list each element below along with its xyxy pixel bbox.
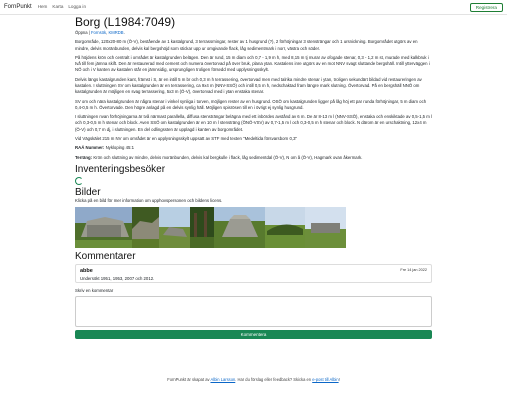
comments-heading: Kommentarer [75,250,136,262]
footer-text: . Har du förslag eller feedback? Skicka en [235,377,313,382]
description-paragraph: Delvis längs kastalgrunden kant, främst i S, är en intill 5 m br och 0,3 m h terrassering, övertorvad men med talrika mindre stenar i ytan, troligen sekundärt bildad vid restaureringen av kastalen. I sluttningen SV om kastalgrunden är en terrassering, ca 9x4 m (NNV-SSÖ) och intill 0,5 m h, nedschaktad fram längre mark slutning. Övertorvad. På en bergshäll NNÖ om kastalgrunden är möjligen en svag terrassering, 5x3 m (Ö-V), övertorvad med i ytan enstaka stenar. [75,76,422,95]
description-paragraph: I sluttningen nvan förhöjningarna är två närmast parallella, diffusa stensträngar belägna med ett inbördes avstånd av 6 m. De är 8-13 m l (NNV-SSÖ), enstaka och enskiktade av 0,5-1,5 m l och 0,3-0,5 m h stenar och block. Aven SSÖ om kastalgrunden är en 10 m l stensträng (ÖNÖ-VSV) av 0,7-1,5 m l och 0,3-0,5 m h stenar och block. N därom är en urschaktning, 12x4 m (Ö-V) och 0,7 m dj, i sluttningen. En del odlingssten är upplagd i kanten av borgområdet. [75,114,432,132]
breadcrumb [75,30,432,36]
nav-link-login[interactable]: Logga in [68,3,87,9]
main-content [75,16,432,339]
page-title: Borg (L1984:7049) [75,15,176,29]
loading-spinner-icon [75,177,83,185]
nav-link-home[interactable]: Hem [37,3,48,9]
comment-text: Undersökt 1951, 1953, 2007 och 2012. [80,276,155,282]
register-button[interactable]: Registrera [470,3,503,12]
images-caption: Klicka på en bild för mer information om upphovspersonen och bildens licens. [75,198,223,204]
comment-textarea[interactable] [75,296,432,327]
gallery-image[interactable] [265,207,305,248]
footer-text: FornPunkt är skapat av [167,377,211,382]
author-link[interactable]: Albin Larsson [210,377,236,382]
gallery-image[interactable] [159,207,190,248]
footer-text: ! [338,377,340,382]
breadcrumb-suffix: . [123,30,125,36]
gallery-image[interactable] [132,207,159,248]
images-heading: Bilder [75,187,101,199]
terrain-label: Terräng: [75,154,93,160]
comment-date: Fre 14 jan 2022 [400,267,427,272]
footer [0,377,507,383]
raa-value: Nykloping 45:1 [104,145,134,151]
description-paragraph: Vid Vägskälet 215 m NV om området är en upplysningsskylt uppsatt av STF med texten "Medeltida försvarsborn 0,3" [75,136,297,142]
gallery-image[interactable] [190,207,214,248]
comment-form-label: Skriv en kommentar [75,287,114,293]
gallery-image[interactable] [305,207,346,248]
email-link[interactable]: e-post till Albin [312,377,339,382]
gallery-image[interactable] [214,207,265,248]
description-paragraph: SV om och nära kastalgrunden är några stenar i vinkel synliga i torven, möjligen rester av en husgrund. OSÖ om kastalgrunden ligger på låg höj ett par runda förhöjningar, 5 m diam och 0,4-0,5 m h. Övertorvade. Den högre anlagd på en delvis synlig häll. Möjligen spisrösen till en i övrigt ej synlig husgrund. [75,98,427,110]
description-paragraph: Borgområde, 120x20-80 m (Ö-V), bestående av 1 kastalgrund, 3 terrassrningar, rester av 1 husgrund (?), 2 förhöjningar 3 stensträngar och 1 ursnickning. Borgområdet utgörs av en mindre, delvis moränbunden, delvis kal bergshöjd som stickar upp ur omgivande flack, låg sedimentmark i norr, västra och söder. [75,39,418,51]
inventory-heading: Inventeringsbesöker [75,164,166,176]
kmrdb-link[interactable]: KMRDB [108,30,124,36]
brand-logo[interactable]: FornPunkt [4,3,32,10]
comment-author[interactable]: abbe [80,267,93,274]
image-gallery [75,207,432,248]
terrain-value: Krön och sluttning av mindre, delvis moränbunden, delvis kal bergkulle i flack, låg sedimentdal (Ö-V), N om å (Ö-V), Hagmark ovan åkermark. [92,154,363,160]
comment-card [75,264,432,283]
fornsok-link[interactable]: Fornsök [91,30,107,36]
gallery-image[interactable] [75,207,132,248]
breadcrumb-separator: | [87,30,91,36]
nav-link-map[interactable]: Karta [52,3,64,9]
terrain [75,155,432,161]
breadcrumb-prefix: Öppna [75,30,88,36]
top-navbar [0,0,507,15]
raa-label: RAÄ Nummer: [75,145,105,151]
submit-comment-button[interactable]: Kommentera [75,330,432,339]
raa-number [75,145,432,151]
breadcrumb-separator: , [106,30,109,36]
description-paragraph: På höjdens krön och centralt i området är kastalgrunden belägen. Den är rund, 15 m diam och 0,7 - 1,9 m h, med 8,15 m tj murar av ofogade stenar, 0,3 - 1,2 m st, murade med kalkbruk i två till fem jämna skift. Den är restaurerad med cement och numera övertorvad på över bruk, plana ytan. Kastalens inre utgörs av en mot NNV svagt sluttande bergshäll. Intill ytterväggen i NÖ och i V kanten av kastalen står en jämnsidig, ursprungligen troligen försedd med upplysningsskylt. [75,54,430,73]
